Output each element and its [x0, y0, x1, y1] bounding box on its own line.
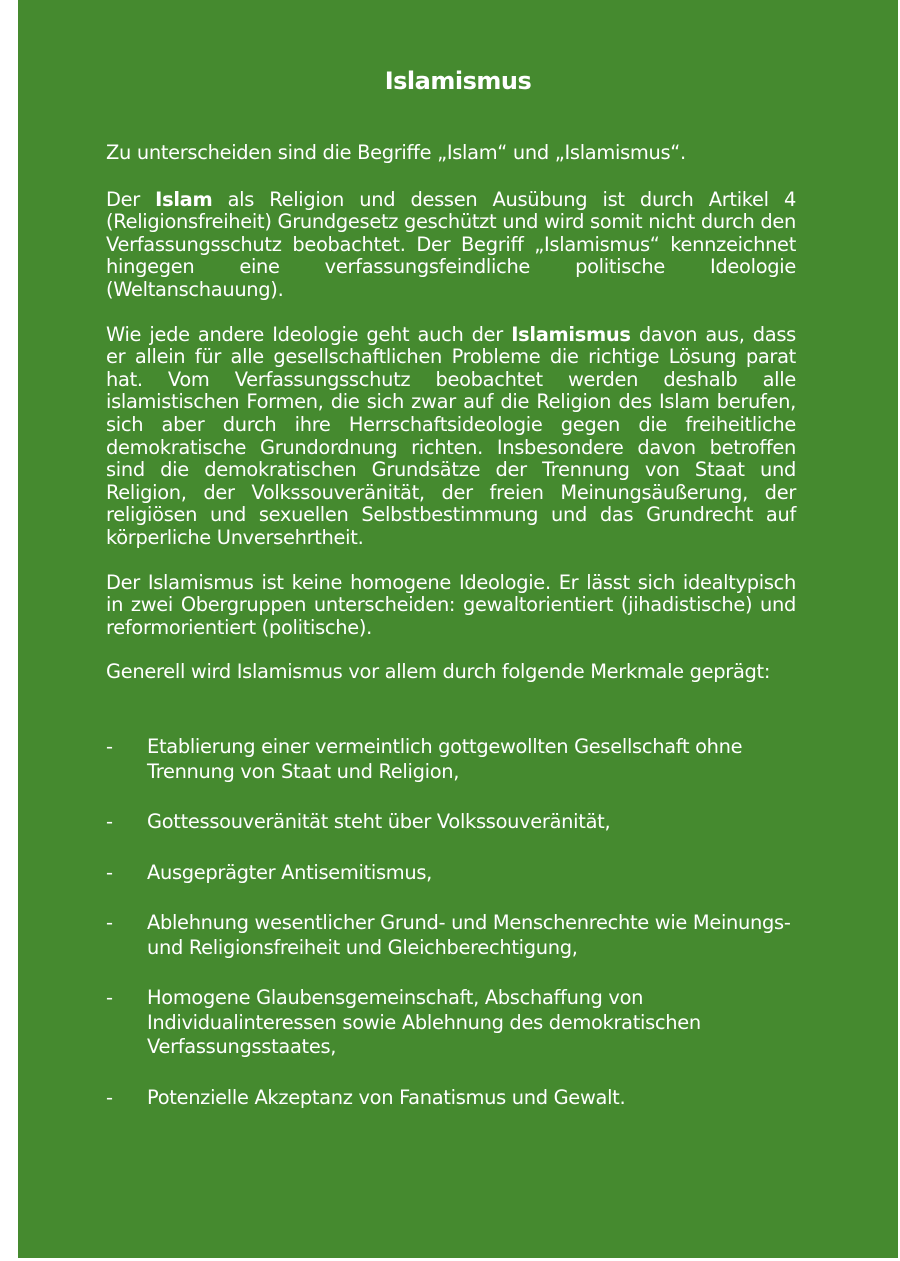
- list-dash: -: [106, 860, 113, 884]
- list-item: [106, 986, 806, 1060]
- body-text: [106, 142, 796, 706]
- document-page: [18, 0, 898, 1258]
- islamismus-paragraph-rest: davon aus, dass er allein für alle gesellschaftlichen Probleme die richtige Lösung parat hat. Vom Verfassungsschutz beobachtet werden deshalb alle islamistischen Formen, die sich zwar auf die Religion des Islam berufen, sich aber durch ihre Herrschaftsideologie gegen die freiheitliche demokratische Grundordnung richten. Insbesondere davon betroffen sind die demokratischen Grundsätze der Trennung von Staat und Religion, der Volkssouveränität, der freien Meinungsäußerung, der religiösen und sexuellen Selbstbestimmung und das Grundrecht auf körperliche Unversehrtheit.: [106, 322, 796, 549]
- list-item: [106, 861, 806, 886]
- list-item: [106, 911, 806, 960]
- list-dash: -: [106, 911, 113, 934]
- islamismus-paragraph: [106, 324, 796, 550]
- list-item: [106, 810, 806, 835]
- list-item-text: Potenzielle Akzeptanz von Fanatismus und Gewalt.: [147, 1085, 626, 1109]
- list-dash: -: [106, 810, 113, 833]
- list-item-text: Ablehnung wesentlicher Grund- und Menschenrechte wie Meinungs- und Religionsfreiheit und Gleichberechtigung,: [147, 911, 791, 959]
- islam-paragraph-rest: als Religion und dessen Ausübung ist durch Artikel 4 (Religionsfreiheit) Grundgesetz geschützt und wird somit nicht durch den Verfassungsschutz beobachtet. Der Begriff „Islamismus“ kennzeichnet hingegen eine verfassungsfeindliche politische Ideologie (Weltanschauung).: [106, 187, 796, 301]
- ideology-types-paragraph: Der Islamismus ist keine homogene Ideologie. Er lässt sich idealtypisch in zwei Obergruppen unterscheiden: gewaltorientiert (jihadistische) und reformorientiert (politische).: [106, 570, 796, 639]
- list-item-text: Homogene Glaubensgemeinschaft, Abschaffung von Individualinteressen sowie Ablehnung des demokratischen Verfassungsstaates,: [147, 986, 701, 1058]
- list-item: [106, 1086, 806, 1111]
- list-item-text: Gottessouveränität steht über Volkssouveränität,: [147, 810, 611, 833]
- islam-term: Islam: [155, 187, 213, 211]
- intro-paragraph: Zu unterscheiden sind die Begriffe „Islam“ und „Islamismus“.: [106, 141, 686, 164]
- islam-paragraph-start: Der: [106, 187, 156, 211]
- islamismus-paragraph-start: Wie jede andere Ideologie geht auch der: [106, 322, 512, 346]
- list-dash: -: [106, 1085, 113, 1109]
- feature-list: [106, 735, 806, 1136]
- list-dash: -: [106, 735, 113, 758]
- page-title: Islamismus: [384, 67, 532, 95]
- features-intro-paragraph: Generell wird Islamismus vor allem durch folgende Merkmale geprägt:: [106, 660, 771, 684]
- list-item-text: Ausgeprägter Antisemitismus,: [147, 860, 433, 884]
- list-item-text: Etablierung einer vermeintlich gottgewollten Gesellschaft ohne Trennung von Staat und Religion,: [147, 735, 743, 783]
- list-dash: -: [106, 986, 113, 1009]
- islam-paragraph: [106, 189, 796, 302]
- list-item: [106, 735, 806, 784]
- islamismus-term: Islamismus: [511, 322, 631, 346]
